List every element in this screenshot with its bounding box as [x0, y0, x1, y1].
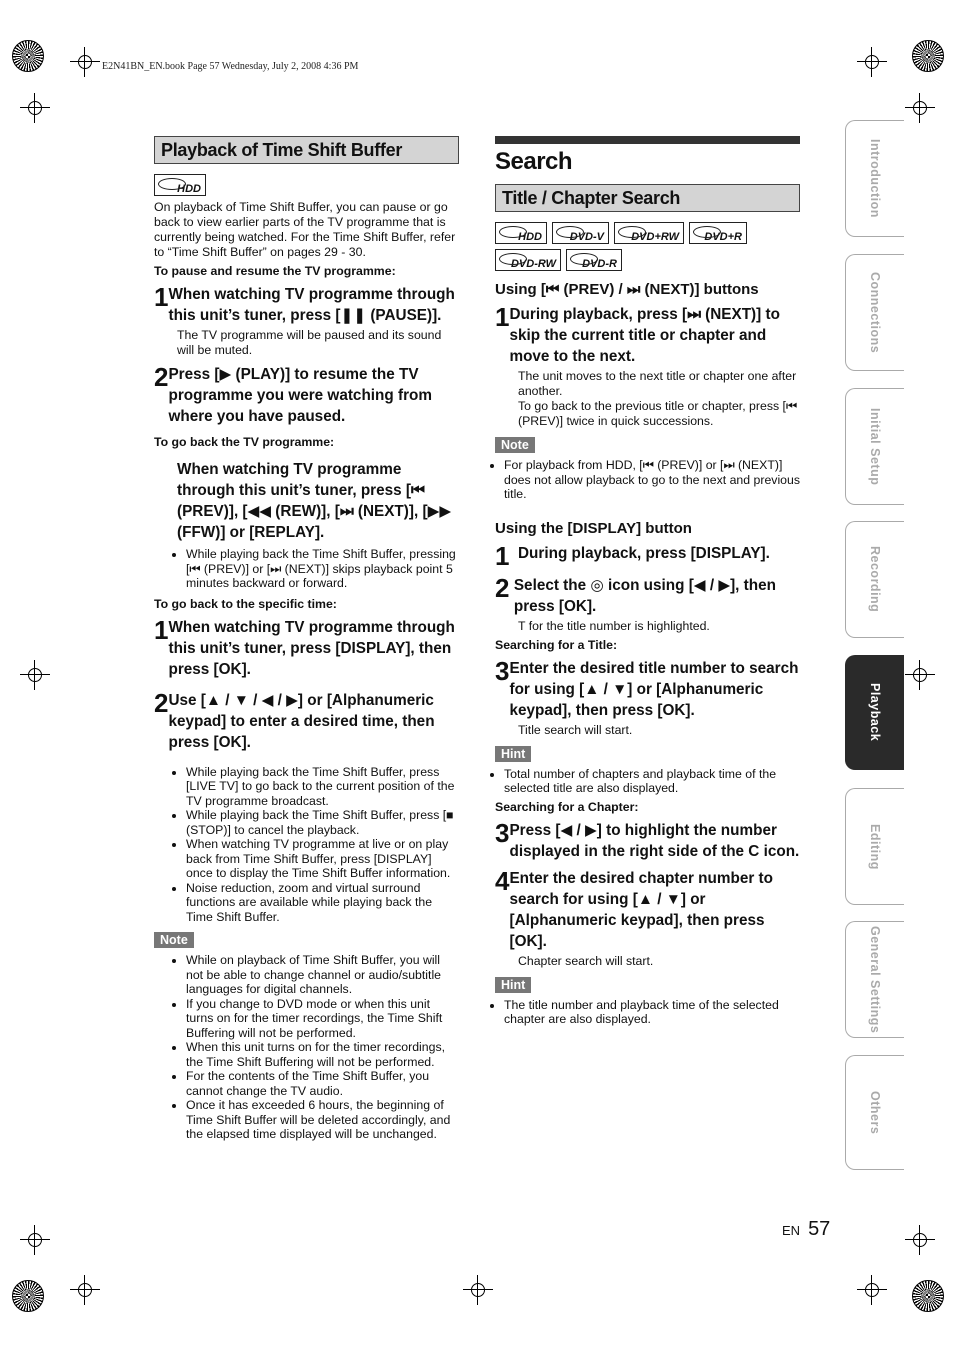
registration-disc-icon [12, 1280, 44, 1312]
step-number: 1 [154, 282, 169, 312]
crosshair-icon [70, 1275, 100, 1305]
tab-initial-setup[interactable] [845, 388, 904, 505]
page-language: EN [782, 1223, 801, 1238]
note-label: Note [495, 437, 535, 453]
subheading-prev-next: Using [⏮ (PREV) / ⏭ (NEXT)] buttons [495, 281, 759, 298]
display-step-2 [495, 572, 800, 617]
dvd-v-icon: DVD-V [552, 222, 609, 244]
list-item: • While playing back the Time Shift Buffer, press [LIVE TV] to go back to the current position of the TV programme broadcast. [186, 765, 459, 809]
search-step-1 [495, 304, 800, 367]
step-detail: The TV programme will be paused and its sound will be muted. [177, 328, 442, 357]
step-text: During playback, press [DISPLAY]. [518, 544, 770, 562]
chapter-step-4 [495, 865, 800, 952]
dvd-plus-rw-icon: DVD+RW [614, 222, 684, 244]
step-text: During playback, press [⏭ (NEXT)] to skip the current title or chapter and move to the next. [509, 306, 780, 365]
hint-label: Hint [495, 977, 531, 993]
hdd-icon: HDD [154, 174, 206, 196]
tab-label: Editing [868, 823, 882, 870]
step-1b [154, 614, 459, 680]
tab-label: Initial Setup [868, 407, 882, 486]
step-1 [154, 284, 459, 326]
media-icons [154, 174, 459, 196]
step-number: 4 [495, 865, 510, 896]
tab-label: Introduction [868, 139, 882, 218]
step-number: 2 [154, 362, 169, 392]
page-number [782, 1218, 830, 1241]
tab-label: Recording [868, 546, 882, 613]
subheading-display: Using the [DISPLAY] button [495, 519, 692, 537]
crosshair-icon [20, 93, 50, 123]
tab-label: Playback [868, 683, 882, 742]
crosshair-icon [20, 1225, 50, 1255]
step-text: Enter the desired title number to search for using [▲ / ▼] or [Alphanumeric keypad], then press [OK]. [509, 659, 799, 719]
hint-label: Hint [495, 746, 531, 762]
step-number: 3 [495, 817, 510, 848]
list-item: • While playing back the Time Shift Buffer, press [■ (STOP)] to cancel the playback. [186, 808, 459, 837]
registration-disc-icon [12, 40, 44, 72]
tab-general-settings[interactable] [845, 921, 904, 1038]
step-detail: T for the title number is highlighted. [518, 618, 710, 633]
subheading-specific-time: To go back to the specific time: [154, 596, 337, 611]
crosshair-icon [905, 1225, 935, 1255]
go-back-instruction: When watching TV programme through this unit’s tuner, press [⏮ (PREV)], [◀◀ (REW)], [⏭ (NEXT)], [▶▶ (FFW)] or [REPLAY]. [177, 461, 452, 541]
step-detail: Chapter search will start. [518, 953, 654, 968]
notes-list [154, 953, 459, 1142]
display-step-1 [495, 540, 800, 571]
list-item: • Once it has exceeded 6 hours, the beginning of Time Shift Buffer will be deleted accordingly, and the elapsed time displayed will be unchanged. [186, 1098, 459, 1142]
crosshair-icon [70, 47, 100, 77]
tab-editing[interactable] [845, 788, 904, 905]
media-icons [495, 222, 795, 271]
page-title: Search [495, 148, 573, 175]
subheading-chapter-search: Searching for a Chapter: [495, 799, 639, 814]
list-item: • Noise reduction, zoom and virtual surround functions are available while playing back the Time Shift Buffer. [186, 881, 459, 925]
step-number: 1 [495, 540, 510, 571]
hint-list [495, 998, 800, 1027]
step-text: Select the ◎ icon using [◀ / ▶], then press [OK]. [513, 576, 776, 615]
list-item: • While playing back the Time Shift Buffer, pressing [⏮ (PREV)] or [⏭ (NEXT)] skips playback point 5 minutes backward or forward. [186, 547, 459, 591]
hint-list [495, 767, 800, 796]
tab-others[interactable] [845, 1055, 904, 1170]
subheading-pause: To pause and resume the TV programme: [154, 264, 396, 278]
step-detail: Title search will start. [518, 722, 633, 737]
list-item: • If you change to DVD mode or when this unit turns on for the timer recordings, the Time Shift Buffering will not be performed. [186, 997, 459, 1041]
step-detail: The unit moves to the next title or chapter one after another. [518, 369, 797, 398]
tab-connections[interactable] [845, 254, 904, 371]
list-item: • When watching TV programme at live or on play back from Time Shift Buffer, press [DISPLAY] once to display the Time Shift Buffer information. [186, 837, 459, 881]
step-number: 1 [154, 614, 169, 645]
page-number-value: 57 [808, 1218, 831, 1240]
chapter-step-3 [495, 817, 800, 862]
dvd-minus-rw-icon: DVD-RW [495, 249, 561, 271]
tips-list [154, 765, 459, 925]
step-text: When watching TV programme through this unit’s tuner, press [DISPLAY], then press [OK]. [168, 618, 455, 678]
right-column [495, 136, 800, 1027]
step-number: 1 [495, 302, 510, 332]
section-title: Playback of Time Shift Buffer [154, 136, 459, 164]
subheading-title-search: Searching for a Title: [495, 637, 618, 652]
step-2 [154, 364, 459, 427]
step-text: Press [◀ / ▶] to highlight the number displayed in the right side of the C icon. [509, 821, 800, 860]
tab-label: Connections [868, 271, 882, 354]
step-number: 2 [154, 687, 169, 718]
list-item: • While on playback of Time Shift Buffer, you will not be able to change channel or audio/subtitle languages for digital channels. [186, 953, 459, 997]
crosshair-icon [905, 660, 935, 690]
step-number: 3 [495, 655, 510, 686]
crosshair-icon [463, 1275, 493, 1305]
registration-disc-icon [912, 1280, 944, 1312]
step-text: Press [▶ (PLAY)] to resume the TV programme you were watching from where you have paused. [168, 366, 432, 425]
step-2b [154, 687, 459, 753]
tab-introduction[interactable] [845, 120, 904, 237]
step-text: When watching TV programme through this unit’s tuner, press [❚❚ (PAUSE)]. [168, 286, 455, 324]
tab-label: General Settings [868, 925, 882, 1034]
notes-list [495, 458, 800, 502]
tab-recording[interactable] [845, 521, 904, 638]
step-text: Use [▲ / ▼ / ◀ / ▶] or [Alphanumeric keypad] to enter a desired time, then press [OK]. [168, 691, 435, 751]
go-back-bullets [154, 547, 459, 591]
list-item: • For playback from HDD, [⏮ (PREV)] or [⏭ (NEXT)] does not allow playback to go to the next and previous title. [504, 458, 800, 502]
list-item: • For the contents of the Time Shift Buffer, you cannot change the TV audio. [186, 1069, 459, 1098]
list-item: • When this unit turns on for the timer recordings, the Time Shift Buffering will not be performed. [186, 1040, 459, 1069]
tab-playback[interactable] [845, 655, 904, 770]
hdd-icon: HDD [495, 222, 547, 244]
print-header: E2N41BN_EN.book Page 57 Wednesday, July 2, 2008 4:36 PM [102, 61, 359, 72]
step-text: Enter the desired chapter number to search for using [▲ / ▼] or [Alphanumeric keypad], then press [OK]. [509, 869, 773, 950]
step-number: 2 [495, 572, 510, 603]
note-label: Note [154, 932, 194, 948]
left-column [154, 136, 459, 1142]
crosshair-icon [905, 93, 935, 123]
tab-label: Others [868, 1090, 882, 1135]
list-item: • Total number of chapters and playback time of the selected title are also displayed. [504, 767, 800, 796]
intro-text: On playback of Time Shift Buffer, you can pause or go back to view earlier parts of the TV programme that is currently being watched. For the Time Shift Buffer, refer to “Time Shift Buffer” on pages 29 - 30. [154, 200, 456, 259]
dvd-minus-r-icon: DVD-R [566, 249, 622, 271]
step-detail: To go back to the previous title or chapter, press [⏮ (PREV)] twice in quick successions. [518, 399, 798, 428]
section-bar [495, 136, 800, 144]
crosshair-icon [857, 1275, 887, 1305]
crosshair-icon [857, 47, 887, 77]
crosshair-icon [20, 660, 50, 690]
section-title: Title / Chapter Search [495, 184, 800, 212]
registration-disc-icon [912, 40, 944, 72]
display-step-3 [495, 655, 800, 721]
dvd-plus-r-icon: DVD+R [689, 222, 747, 244]
list-item: • The title number and playback time of the selected chapter are also displayed. [504, 998, 800, 1027]
subheading-go-back: To go back the TV programme: [154, 435, 335, 449]
